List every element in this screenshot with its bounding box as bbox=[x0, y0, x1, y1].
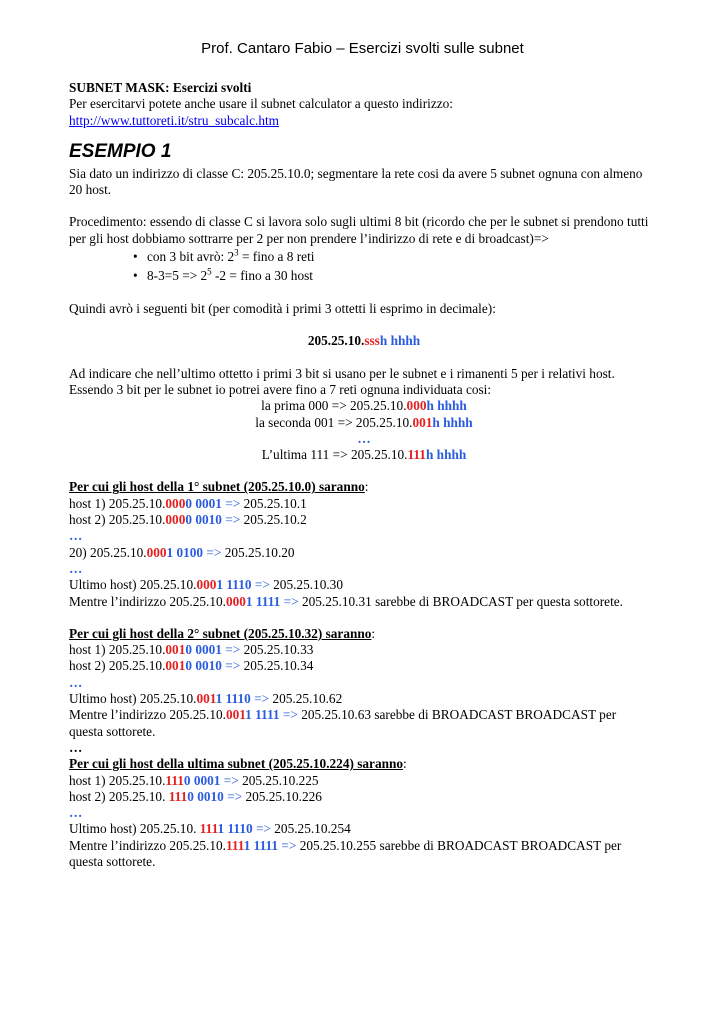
running-header: Prof. Cantaro Fabio – Esercizi svolti sulle subnet bbox=[201, 40, 524, 57]
bullet-icon: • bbox=[133, 268, 138, 284]
host-row: Ultimo host) 205.25.10.0001 1110 => 205.25.10.30 bbox=[69, 577, 343, 593]
section-heading: Per cui gli host della 1° subnet (205.25.10.0) saranno bbox=[69, 479, 365, 495]
section-heading: Per cui gli host della 2° subnet (205.25.10.32) saranno bbox=[69, 625, 372, 641]
host-section-1: Per cui gli host della 1° subnet (205.25.10.0) saranno: host 1) 205.25.10.0000 0001 => 205.25.10.1 host 2) 205.25.10.0000 0010 => 205.25.10.2 … 20) 205.25.10.0001 0100 => 205.25.10.20 … Ultimo host) 205.25.10.0001 1110 => 205.25.10.30 Mentre l’indirizzo 205.25.10.0001 1111 => 205.25.10.31 sarebbe di BROADCAST per questa sottorete. bbox=[69, 479, 659, 609]
host-section-2: Per cui gli host della 2° subnet (205.25.10.32) saranno: host 1) 205.25.10.0010 0001 => 205.25.10.33 host 2) 205.25.10.0010 0010 => 205.25.10.34 … Ultimo host) 205.25.10.0011 1110 => 205.25.10.62 Mentre l’indirizzo 205.25.10.0011 1111 => 205.25.10.63 sarebbe di BROADCAST BROADCAST per questa sottorete. … bbox=[69, 626, 659, 756]
ellipsis: … bbox=[69, 560, 83, 576]
host-row: host 2) 205.25.10.0010 0010 => 205.25.10.34 bbox=[69, 658, 314, 674]
problem-statement: Sia dato un indirizzo di classe C: 205.25.10.0; segmentare la rete cosi da avere 5 subnet ognuna con almeno 20 host. bbox=[69, 165, 643, 198]
host-row: host 2) 205.25.10.0000 0010 => 205.25.10.2 bbox=[69, 512, 307, 528]
procedure-text: Procedimento: essendo di classe C si lavora solo sugli ultimi 8 bit (ricordo che per le subnet si prendono tutti per gli host dobbiamo sottrarre per 2 per non prendere l’indirizzo di rete e di broadcast)=> bbox=[69, 214, 649, 246]
host-row: host 2) 205.25.10. 1110 0010 => 205.25.10.226 bbox=[69, 788, 322, 804]
host-row: Ultimo host) 205.25.10. 1111 1110 => 205.25.10.254 bbox=[69, 821, 351, 837]
ellipsis: … bbox=[69, 805, 83, 821]
bullet-icon: • bbox=[133, 249, 138, 265]
ellipsis: … bbox=[69, 528, 83, 544]
intro-heading: SUBNET MASK: Esercizi svolti bbox=[69, 80, 252, 95]
host-row: host 1) 205.25.10.0000 0001 => 205.25.10.1 bbox=[69, 495, 307, 511]
ellipsis: … bbox=[69, 739, 83, 755]
subnet-list bbox=[69, 398, 659, 463]
bits-intro: Quindi avrò i seguenti bit (per comodità i primi 3 ottetti li esprimo in decimale): bbox=[69, 301, 496, 317]
ellipsis: … bbox=[69, 674, 83, 690]
bullet-item: • $8-3=5 => 2^5$ -2 = fino a 30 host bbox=[133, 266, 313, 284]
broadcast-row: Mentre l’indirizzo 205.25.10.0001 1111 => 205.25.10.31 sarebbe di BROADCAST per questa sottorete. bbox=[69, 593, 623, 609]
intro-text: Per esercitarvi potete anche usare il subnet calculator a questo indirizzo: bbox=[69, 96, 453, 112]
explain-line-2: Essendo 3 bit per le subnet io potrei avere fino a 7 reti ognuna individuata cosi: bbox=[69, 381, 492, 397]
bullet-list bbox=[69, 247, 659, 285]
host-row: Ultimo host) 205.25.10.0011 1110 => 205.25.10.62 bbox=[69, 691, 343, 707]
explain-line-1: Ad indicare che nell’ultimo ottetto i primi 3 bit si usano per le subnet e i rimanenti 5 per i relativi host. bbox=[69, 365, 615, 381]
section-heading: Per cui gli host della ultima subnet (205.25.10.224) saranno bbox=[69, 756, 404, 772]
ellipsis: … bbox=[357, 430, 371, 446]
host-section-last: Per cui gli host della ultima subnet (205.25.10.224) saranno: host 1) 205.25.10.1110 0001 => 205.25.10.225 host 2) 205.25.10. 1110 0010 => 205.25.10.226 … Ultimo host) 205.25.10. 1111 1110 => 205.25.10.254 Mentre l’indirizzo 205.25.10.1111 1111 => 205.25.10.255 sarebbe di BROADCAST BROADCAST per questa sottorete. bbox=[69, 756, 659, 870]
subnet-list-item: la seconda 001 => 205.25.10.001h hhhh bbox=[255, 414, 473, 430]
host-row: host 1) 205.25.10.0010 0001 => 205.25.10.33 bbox=[69, 642, 314, 658]
example-title: ESEMPIO 1 bbox=[69, 140, 172, 162]
subnet-list-item: la prima 000 => 205.25.10.000h hhhh bbox=[261, 398, 467, 414]
host-row: host 1) 205.25.10.1110 0001 => 205.25.10.225 bbox=[69, 772, 319, 788]
bits-pattern: 205.25.10.sssh hhhh bbox=[307, 333, 421, 349]
host-row: 20) 205.25.10.0001 0100 => 205.25.10.20 bbox=[69, 544, 295, 560]
broadcast-row: Mentre l’indirizzo 205.25.10.1111 1111 => 205.25.10.255 sarebbe di BROADCAST BROADCAST per questa sottorete. bbox=[69, 837, 622, 869]
broadcast-row: Mentre l’indirizzo 205.25.10.0011 1111 => 205.25.10.63 sarebbe di BROADCAST BROADCAST per questa sottorete. bbox=[69, 707, 617, 739]
document-body bbox=[69, 80, 659, 870]
subnet-list-item: L’ultima 111 => 205.25.10.111h hhhh bbox=[261, 447, 467, 463]
bullet-item: • con 3 bit avrò: $2^3$ = fino a 8 reti bbox=[133, 247, 315, 265]
subnet-calculator-link[interactable]: http://www.tuttoreti.it/stru_subcalc.htm bbox=[69, 112, 280, 128]
